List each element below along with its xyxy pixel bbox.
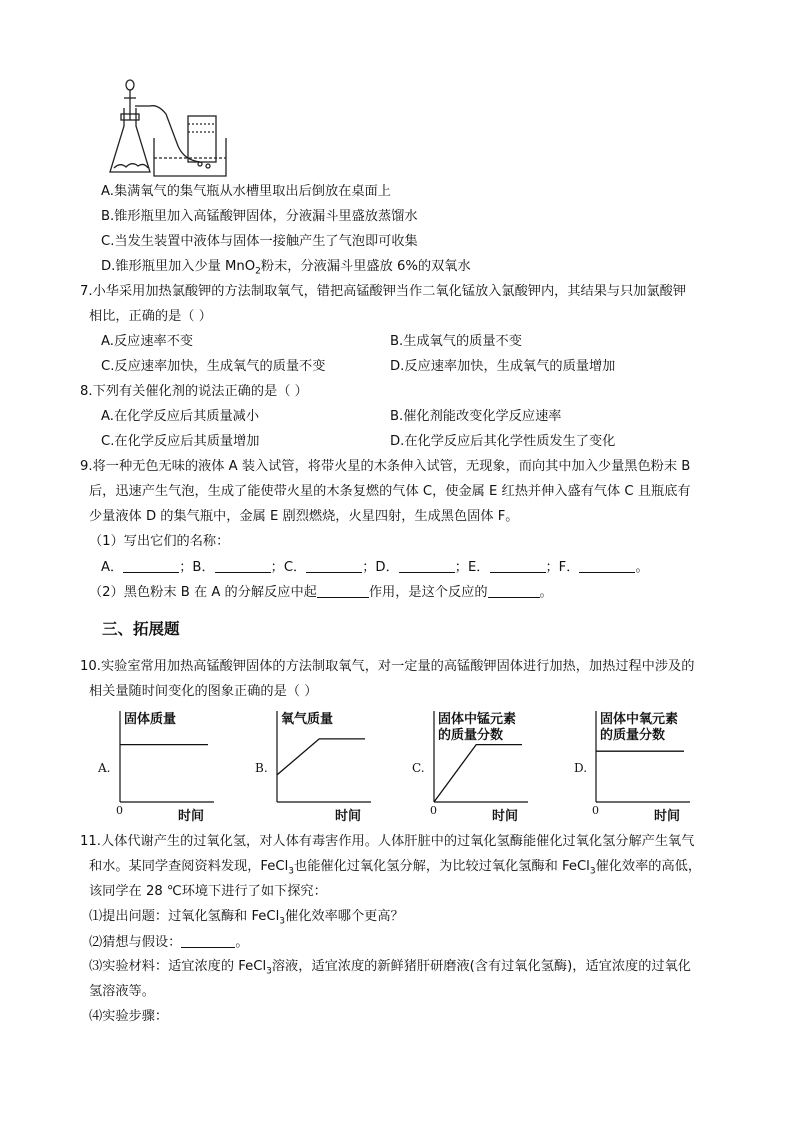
q9-sub1: （1）写出它们的名称： — [89, 534, 230, 549]
data-line — [277, 739, 365, 775]
y-axis-title: 的质量分数 — [438, 728, 504, 743]
q9-line2: 后，迅速产生气泡，生成了能使带火星的木条复燃的气体 C，使金属 E 红热并伸入盛有气体 C 且瓶底有 — [89, 484, 691, 499]
q10-line2: 相关量随时间变化的图象正确的是（ ） — [89, 684, 318, 699]
option-label: A. — [98, 761, 111, 775]
q6-option-d: D.锥形瓶里加入少量 MnO$_2$粉末，分液漏斗里盛放 6%的双氧水 — [101, 259, 471, 277]
data-line — [434, 745, 522, 802]
q11-line1: 11.人体代谢产生的过氧化氢，对人体有毒害作用。人体肝脏中的过氧化氢酶能催化过氧化氢分解产生氧气 — [80, 834, 695, 849]
x-axis-title: 时间 — [178, 809, 205, 823]
q8-stem: 8.下列有关催化剂的说法正确的是（ ） — [80, 384, 308, 399]
q8-option-c: C.在化学反应后其质量增加 — [101, 434, 260, 449]
origin-label: 0 — [592, 804, 599, 817]
q6-option-c: C.当发生装置中液体与固体一接触产生了气泡即可收集 — [101, 234, 418, 249]
q11-step3-cont: 氢溶液等。 — [89, 984, 155, 999]
q9-line3: 少量液体 D 的集气瓶中，金属 E 剧烈燃烧，火星四射，生成黑色固体 F。 — [89, 509, 519, 524]
q9-blank-type[interactable] — [488, 583, 540, 598]
q7-stem-line1: 7.小华采用加热氯酸钾的方法制取氧气，错把高锰酸钾当作二氧化锰放入氯酸钾内，其结果与只加氯酸钾 — [80, 284, 687, 299]
q9-blank-e[interactable] — [490, 558, 546, 573]
q10-line1: 10.实验室常用加热高锰酸钾固体的方法制取氧气，对一定量的高锰酸钾固体进行加热，加热过程中涉及的 — [80, 659, 695, 674]
q11-line2: 和水。某同学查阅资料发现，FeCl$_3$也能催化过氧化氢分解，为比较过氧化氢酶和 FeCl$_3$催化效率的高低， — [89, 859, 702, 877]
graph-c[interactable] — [412, 705, 537, 827]
q11-step1: ⑴提出问题：过氧化氢酶和 FeCl$_3$催化效率哪个更高？ — [89, 909, 404, 927]
x-axis-title: 时间 — [654, 809, 681, 823]
q11-step4: ⑷实验步骤： — [89, 1009, 169, 1024]
q9-blank-c[interactable] — [306, 558, 362, 573]
q7-stem-line2: 相比，正确的是（ ） — [89, 309, 212, 324]
q8-option-a: A.在化学反应后其质量减小 — [101, 409, 260, 424]
q11-step2: ⑵猜想与假设： 。 — [89, 935, 249, 950]
q6-option-b: B.锥形瓶里加入高锰酸钾固体，分液漏斗里盛放蒸馏水 — [101, 209, 418, 224]
x-axis-title: 时间 — [492, 809, 519, 823]
origin-label: 0 — [116, 804, 123, 817]
x-axis-title: 时间 — [335, 809, 362, 823]
graph-b[interactable] — [255, 705, 380, 827]
y-axis-title: 固体中锰元素 — [438, 712, 517, 727]
y-axis-title: 氧气质量 — [281, 712, 334, 727]
q9-blank-b[interactable] — [215, 558, 271, 573]
graph-a[interactable] — [98, 705, 223, 827]
option-label: B. — [255, 761, 268, 775]
option-label: C. — [412, 761, 425, 775]
q9-line1: 9.将一种无色无味的液体 A 装入试管，将带火星的木条伸入试管，无现象，而向其中加入少量黑色粉末 B — [80, 459, 691, 474]
q9-answer-line: A． ；B． ；C． ；D． ；E． ；F． 。 — [101, 560, 649, 575]
q9-sub2: （2）黑色粉末 B 在 A 的分解反应中起 作用，是这个反应的 。 — [89, 585, 553, 600]
apparatus-figure — [108, 76, 230, 180]
q7-option-b: B.生成氧气的质量不变 — [390, 334, 522, 349]
q11-line3: 该同学在 28 ℃环境下进行了如下探究： — [89, 884, 327, 899]
q9-blank-role[interactable] — [317, 583, 369, 598]
q6-option-a: A.集满氧气的集气瓶从水槽里取出后倒放在桌面上 — [101, 184, 391, 199]
q9-blank-d[interactable] — [399, 558, 455, 573]
y-axis-title: 固体中氧元素 — [600, 712, 679, 727]
graph-d[interactable] — [574, 705, 699, 827]
option-label: D. — [574, 761, 588, 775]
q11-blank-hypothesis[interactable] — [181, 933, 235, 948]
y-axis-title: 固体质量 — [124, 712, 177, 727]
q9-blank-f[interactable] — [579, 558, 635, 573]
q9-blank-a[interactable] — [123, 558, 179, 573]
q7-option-d: D.反应速率加快，生成氧气的质量增加 — [390, 359, 616, 374]
origin-label: 0 — [430, 804, 437, 817]
y-axis-title: 的质量分数 — [600, 728, 666, 743]
q7-option-a: A.反应速率不变 — [101, 334, 194, 349]
q11-step3: ⑶实验材料：适宜浓度的 FeCl$_3$溶液，适宜浓度的新鲜猪肝研磨液(含有过氧化氢酶)，适宜浓度的过氧化 — [89, 959, 691, 977]
q8-option-b: B.催化剂能改变化学反应速率 — [390, 409, 562, 424]
section-heading: 三、拓展题 — [102, 620, 180, 638]
q7-option-c: C.反应速率加快，生成氧气的质量不变 — [101, 359, 326, 374]
q8-option-d: D.在化学反应后其化学性质发生了变化 — [390, 434, 616, 449]
